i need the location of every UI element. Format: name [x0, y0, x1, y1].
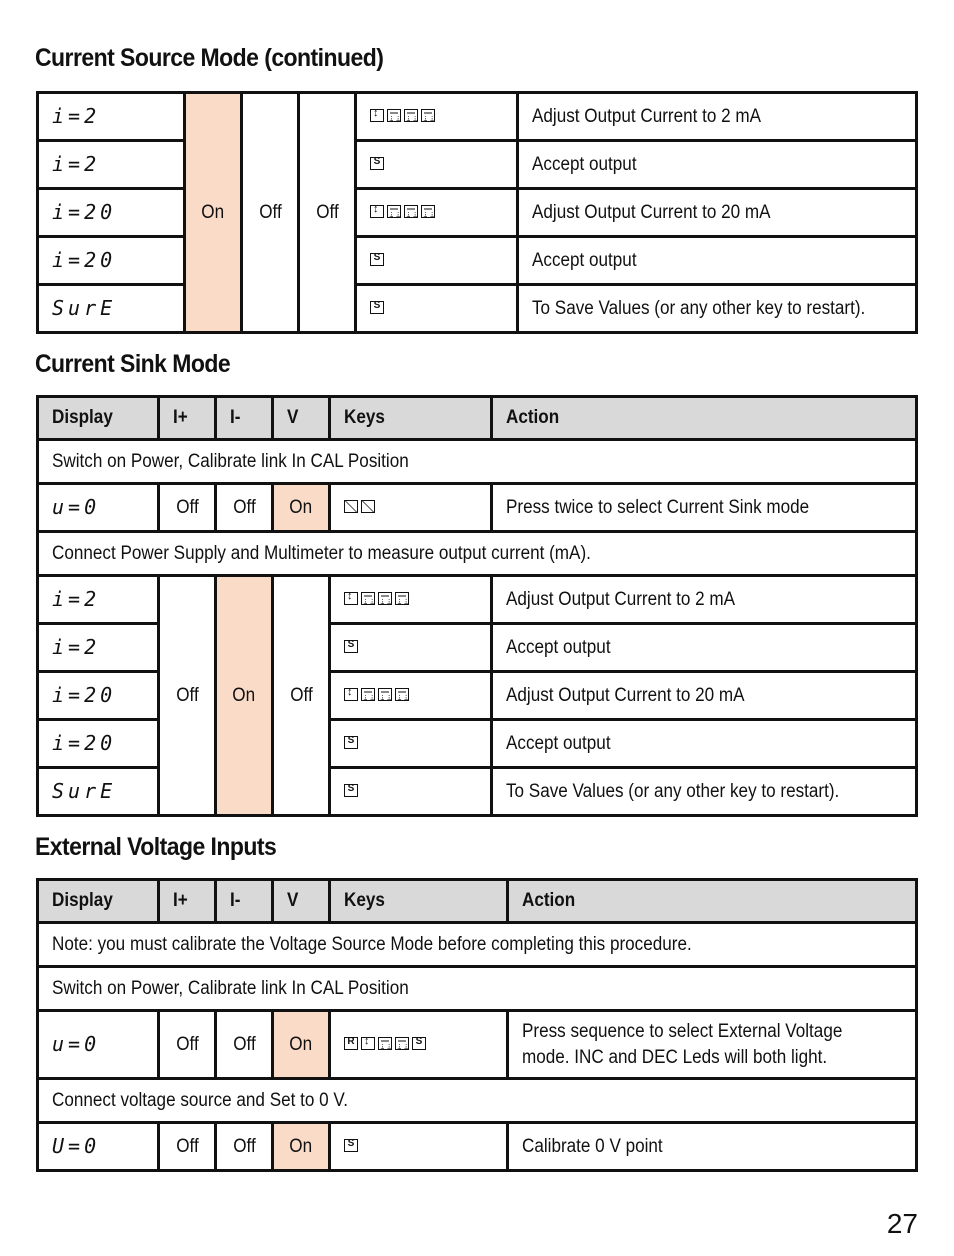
display-cell — [38, 672, 159, 720]
s-key-icon — [344, 784, 358, 797]
key-sequence — [370, 109, 435, 122]
i-plus-cell: Off — [159, 1123, 216, 1171]
i-plus-cell: Off — [159, 576, 216, 816]
keys-cell — [330, 576, 492, 624]
action-text-line-1: Press sequence to select External Voltage — [522, 1020, 843, 1042]
action-cell: Adjust Output Current to 20 mA — [492, 672, 917, 720]
keys-cell — [330, 484, 492, 532]
s-key-icon — [370, 157, 384, 170]
i-plus-cell — [185, 93, 242, 333]
action-text: To Save Values (or any other key to restart). — [532, 297, 866, 319]
external-voltage-table — [36, 878, 918, 1172]
header-i-minus: I- — [216, 880, 273, 923]
section-title-external-voltage: External Voltage Inputs — [35, 833, 277, 861]
action-cell — [518, 189, 917, 237]
action-text: Accept output — [532, 249, 637, 271]
section-title-current-sink: Current Sink Mode — [35, 350, 231, 378]
s-key-icon — [370, 253, 384, 266]
double-arrow-key-icon — [421, 205, 435, 218]
i-plus-cell: Off — [159, 1011, 216, 1079]
double-arrow-key-icon — [404, 205, 418, 218]
segment-display: i=20 — [52, 248, 117, 272]
table-row — [38, 93, 917, 141]
display-cell — [38, 141, 185, 189]
header-keys: Keys — [330, 397, 492, 440]
keys-cell — [330, 624, 492, 672]
note-row — [38, 1079, 917, 1123]
blank-key-icon — [344, 500, 358, 513]
double-arrow-key-icon — [395, 688, 409, 701]
display-cell — [38, 768, 159, 816]
action-cell — [518, 237, 917, 285]
table-row — [38, 141, 917, 189]
s-key-icon — [370, 301, 384, 314]
note-text: Connect Power Supply and Multimeter to measure output current (mA). — [52, 542, 591, 564]
display-cell — [38, 1011, 159, 1079]
double-arrow-key-icon — [404, 109, 418, 122]
keys-cell — [356, 189, 518, 237]
table-row — [38, 1011, 917, 1079]
v-cell: On — [273, 1123, 330, 1171]
header-keys: Keys — [330, 880, 508, 923]
note-cell: Connect voltage source and Set to 0 V. — [38, 1079, 917, 1123]
note-row — [38, 967, 917, 1011]
current-sink-table — [36, 395, 918, 817]
double-arrow-key-icon — [378, 1037, 392, 1050]
display-cell — [38, 720, 159, 768]
up-down-arrow-key-icon — [370, 205, 384, 218]
segment-display: u=0 — [52, 495, 101, 519]
double-arrow-key-icon — [387, 205, 401, 218]
header-action: Action — [508, 880, 917, 923]
double-arrow-key-icon — [378, 688, 392, 701]
segment-display: u=0 — [52, 1032, 101, 1056]
note-cell — [38, 440, 917, 484]
table-header-row — [38, 880, 917, 923]
segment-display: i=20 — [52, 200, 117, 224]
i-minus-cell: Off — [216, 1011, 273, 1079]
keys-cell — [356, 237, 518, 285]
action-cell: Accept output — [492, 624, 917, 672]
up-down-arrow-key-icon — [344, 688, 358, 701]
table-row — [38, 285, 917, 333]
v-cell: On — [273, 484, 330, 532]
note-row — [38, 440, 917, 484]
v-state: Off — [315, 201, 339, 223]
action-cell — [508, 1011, 917, 1079]
double-arrow-key-icon — [361, 688, 375, 701]
segment-display: i=2 — [52, 587, 101, 611]
v-cell — [299, 93, 356, 333]
segment-display: i=2 — [52, 152, 101, 176]
v-cell: Off — [273, 576, 330, 816]
action-cell: Calibrate 0 V point — [508, 1123, 917, 1171]
i-plus-cell: Off — [159, 484, 216, 532]
segment-display: i=2 — [52, 635, 101, 659]
s-key-icon — [344, 640, 358, 653]
blank-key-icon — [361, 500, 375, 513]
action-text: Adjust Output Current to 20 mA — [532, 201, 771, 223]
action-cell — [518, 285, 917, 333]
segment-display: i=20 — [52, 683, 117, 707]
current-source-table — [36, 91, 918, 334]
s-key-icon — [412, 1037, 426, 1050]
i-plus-state: On — [201, 201, 225, 223]
keys-cell — [356, 93, 518, 141]
up-down-arrow-key-icon — [370, 109, 384, 122]
i-minus-state: Off — [258, 201, 282, 223]
note-row — [38, 923, 917, 967]
display-cell — [38, 624, 159, 672]
action-text: Accept output — [532, 153, 637, 175]
display-cell — [38, 237, 185, 285]
action-cell — [518, 141, 917, 189]
i-minus-cell: On — [216, 576, 273, 816]
up-down-arrow-key-icon — [344, 592, 358, 605]
r-key-icon — [344, 1037, 358, 1050]
note-row — [38, 532, 917, 576]
double-arrow-key-icon — [387, 109, 401, 122]
header-v: V — [273, 880, 330, 923]
table-row — [38, 576, 917, 624]
display-cell — [38, 189, 185, 237]
double-arrow-key-icon — [395, 592, 409, 605]
keys-cell — [330, 768, 492, 816]
action-cell: Accept output — [492, 720, 917, 768]
segment-display: SurE — [52, 296, 117, 320]
v-cell: On — [273, 1011, 330, 1079]
keys-cell — [330, 1011, 508, 1079]
double-arrow-key-icon — [361, 592, 375, 605]
keys-cell — [356, 285, 518, 333]
double-arrow-key-icon — [395, 1037, 409, 1050]
table-header-row — [38, 397, 917, 440]
display-cell — [38, 1123, 159, 1171]
action-cell: Adjust Output Current to 2 mA — [492, 576, 917, 624]
action-cell: To Save Values (or any other key to restart). — [492, 768, 917, 816]
header-v: V — [273, 397, 330, 440]
action-text: Adjust Output Current to 2 mA — [532, 105, 762, 127]
i-minus-cell — [242, 93, 299, 333]
note-cell — [38, 532, 917, 576]
table-row — [38, 1123, 917, 1171]
action-cell — [518, 93, 917, 141]
keys-cell — [356, 141, 518, 189]
double-arrow-key-icon — [421, 109, 435, 122]
display-cell — [38, 93, 185, 141]
double-arrow-key-icon — [378, 592, 392, 605]
header-i-plus: I+ — [159, 397, 216, 440]
up-down-arrow-key-icon — [361, 1037, 375, 1050]
keys-cell — [330, 720, 492, 768]
display-cell — [38, 576, 159, 624]
segment-display: U=0 — [52, 1134, 101, 1158]
page-number: 27 — [886, 1208, 918, 1239]
i-minus-cell: Off — [216, 1123, 273, 1171]
keys-cell — [330, 1123, 508, 1171]
header-display: Display — [38, 880, 159, 923]
action-text-line-2: mode. INC and DEC Leds will both light. — [522, 1046, 828, 1068]
i-minus-cell: Off — [216, 484, 273, 532]
display-cell — [38, 285, 185, 333]
header-display: Display — [38, 397, 159, 440]
display-cell — [38, 484, 159, 532]
note-cell: Switch on Power, Calibrate link In CAL Position — [38, 967, 917, 1011]
table-row — [38, 189, 917, 237]
segment-display: SurE — [52, 779, 117, 803]
s-key-icon — [344, 736, 358, 749]
header-action: Action — [492, 397, 917, 440]
s-key-icon — [344, 1139, 358, 1152]
segment-display: i=20 — [52, 731, 117, 755]
table-row — [38, 237, 917, 285]
note-text: Switch on Power, Calibrate link In CAL Position — [52, 450, 409, 472]
note-cell: Note: you must calibrate the Voltage Source Mode before completing this procedure. — [38, 923, 917, 967]
action-cell: Press twice to select Current Sink mode — [492, 484, 917, 532]
segment-display: i=2 — [52, 104, 101, 128]
header-i-minus: I- — [216, 397, 273, 440]
keys-cell — [330, 672, 492, 720]
header-i-plus: I+ — [159, 880, 216, 923]
table-row — [38, 484, 917, 532]
section-title-current-source: Current Source Mode (continued) — [35, 44, 384, 72]
